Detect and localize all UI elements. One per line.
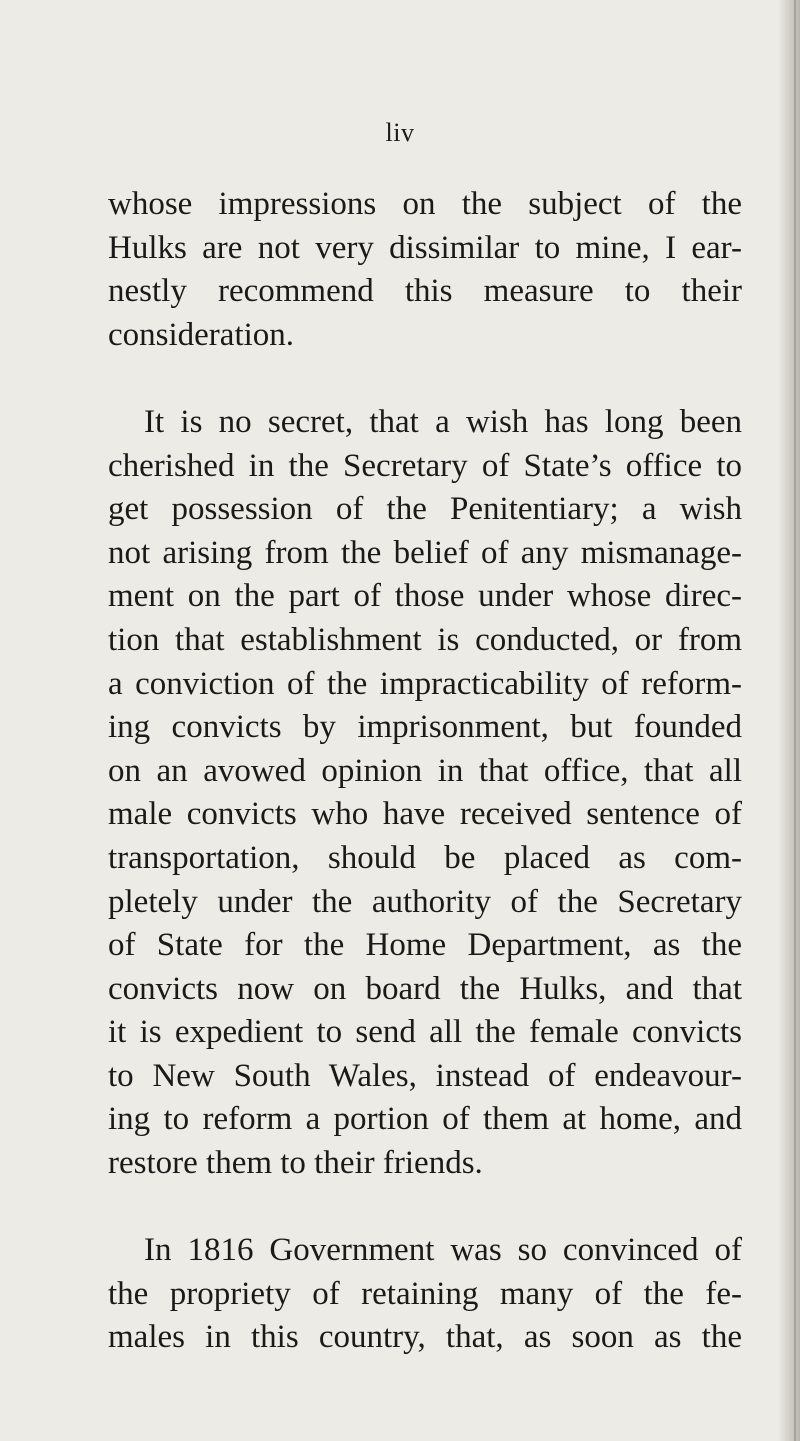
text-line: Hulks are not very dissimilar to mine, I ear- [108,229,742,266]
text-line: restore them to their friends. [108,1145,483,1182]
text-line: of State for the Home Department, as the [108,927,742,964]
page-edge-shadow [778,0,800,1441]
text-line: a conviction of the impracticability of reform- [108,665,742,702]
text-line: males in this country, that, as soon as the [108,1319,742,1356]
text-line: get possession of the Penitentiary; a wish [108,491,742,528]
text-line: ment on the part of those under whose direc- [108,578,742,615]
text-line: whose impressions on the subject of the [108,186,742,222]
page-number: liv [385,118,415,147]
text-line: on an avowed opinion in that office, that all [108,752,742,789]
paragraph-3 [108,1229,742,1360]
text-line: tion that establishment is conducted, or from [108,621,742,658]
text-line: In 1816 Government was so convinced of [144,1232,742,1269]
text-line: to New South Wales, instead of endeavour- [108,1057,742,1094]
text-line: pletely under the authority of the Secretary [108,883,742,920]
text-line: ing convicts by imprisonment, but founded [108,709,742,746]
page-edge [794,0,796,1441]
text-line: ing to reform a portion of them at home, and [108,1101,742,1138]
text-line: cherished in the Secretary of State’s office to [108,447,742,484]
text-line: convicts now on board the Hulks, and that [108,970,742,1007]
text-line: male convicts who have received sentence of [108,796,742,833]
body-text [108,183,742,1360]
text-line: it is expedient to send all the female convicts [108,1014,742,1051]
text-line: nestly recommend this measure to their [108,273,742,310]
text-line: the propriety of retaining many of the fe- [108,1275,742,1312]
text-line: not arising from the belief of any mismanage- [108,534,742,571]
paragraph-spacer [108,357,742,401]
paragraph-1 [108,183,742,357]
text-line: It is no secret, that a wish has long been [144,403,742,440]
paragraph-2 [108,401,742,1186]
paragraph-spacer [108,1186,742,1230]
text-line: consideration. [108,316,295,353]
text-line: transportation, should be placed as com- [108,839,742,876]
